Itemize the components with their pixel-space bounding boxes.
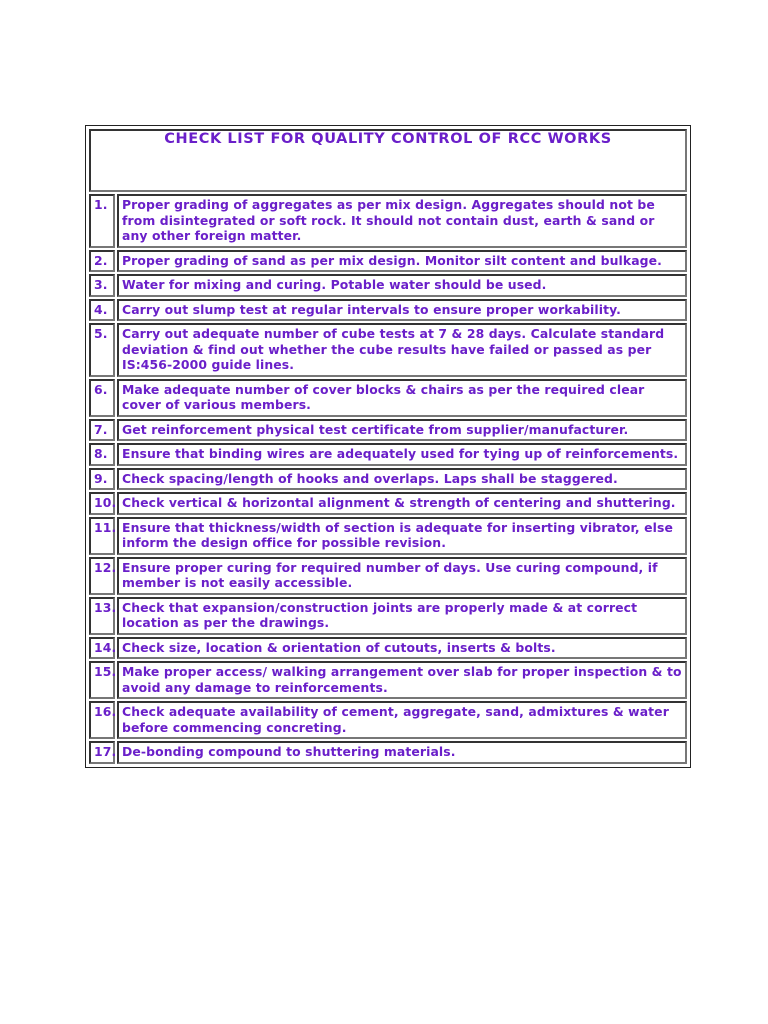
item-number: 14. (89, 637, 115, 660)
table-row (89, 517, 687, 555)
table-row (89, 443, 687, 466)
item-text: Ensure proper curing for required number of days. Use curing compound, if member is not easily accessible. (117, 557, 687, 595)
table-row (89, 741, 687, 764)
item-number: 1. (89, 194, 115, 248)
table-row (89, 323, 687, 377)
table-row (89, 250, 687, 273)
item-text: Make proper access/ walking arrangement over slab for proper inspection & to avoid any damage to reinforcements. (117, 661, 687, 699)
table-row (89, 637, 687, 660)
item-number: 12. (89, 557, 115, 595)
table-row (89, 492, 687, 515)
item-number: 15. (89, 661, 115, 699)
item-number: 16. (89, 701, 115, 739)
table-row (89, 379, 687, 417)
document-title: CHECK LIST FOR QUALITY CONTROL OF RCC WORKS (89, 129, 687, 192)
checklist-table (87, 127, 689, 766)
item-text: Check spacing/length of hooks and overlaps. Laps shall be staggered. (117, 468, 687, 491)
item-text: Proper grading of aggregates as per mix design. Aggregates should not be from disintegrated or soft rock. It should not contain dust, earth & sand or any other foreign matter. (117, 194, 687, 248)
item-text: Water for mixing and curing. Potable water should be used. (117, 274, 687, 297)
item-number: 17. (89, 741, 115, 764)
item-text: Check vertical & horizontal alignment & strength of centering and shuttering. (117, 492, 687, 515)
item-number: 6. (89, 379, 115, 417)
item-number: 4. (89, 299, 115, 322)
table-row (89, 661, 687, 699)
item-text: Ensure that binding wires are adequately used for tying up of reinforcements. (117, 443, 687, 466)
item-text: Get reinforcement physical test certificate from supplier/manufacturer. (117, 419, 687, 442)
item-number: 2. (89, 250, 115, 273)
item-text: Check adequate availability of cement, aggregate, sand, admixtures & water before commencing concreting. (117, 701, 687, 739)
table-row (89, 597, 687, 635)
item-number: 7. (89, 419, 115, 442)
table-row (89, 468, 687, 491)
item-number: 3. (89, 274, 115, 297)
item-text: Carry out adequate number of cube tests at 7 & 28 days. Calculate standard deviation & find out whether the cube results have failed or passed as per IS:456-2000 guide lines. (117, 323, 687, 377)
table-row (89, 701, 687, 739)
item-number: 10. (89, 492, 115, 515)
table-row (89, 274, 687, 297)
item-text: Carry out slump test at regular intervals to ensure proper workability. (117, 299, 687, 322)
title-row (89, 129, 687, 192)
table-row (89, 419, 687, 442)
item-text: Proper grading of sand as per mix design. Monitor silt content and bulkage. (117, 250, 687, 273)
item-text: Check that expansion/construction joints are properly made & at correct location as per the drawings. (117, 597, 687, 635)
item-number: 11. (89, 517, 115, 555)
item-text: De-bonding compound to shuttering materials. (117, 741, 687, 764)
item-number: 5. (89, 323, 115, 377)
item-text: Check size, location & orientation of cutouts, inserts & bolts. (117, 637, 687, 660)
item-number: 8. (89, 443, 115, 466)
table-row (89, 194, 687, 248)
checklist-frame (85, 125, 691, 768)
item-number: 13. (89, 597, 115, 635)
table-row (89, 299, 687, 322)
item-text: Ensure that thickness/width of section is adequate for inserting vibrator, else inform the design office for possible revision. (117, 517, 687, 555)
item-number: 9. (89, 468, 115, 491)
table-row (89, 557, 687, 595)
item-text: Make adequate number of cover blocks & chairs as per the required clear cover of various members. (117, 379, 687, 417)
